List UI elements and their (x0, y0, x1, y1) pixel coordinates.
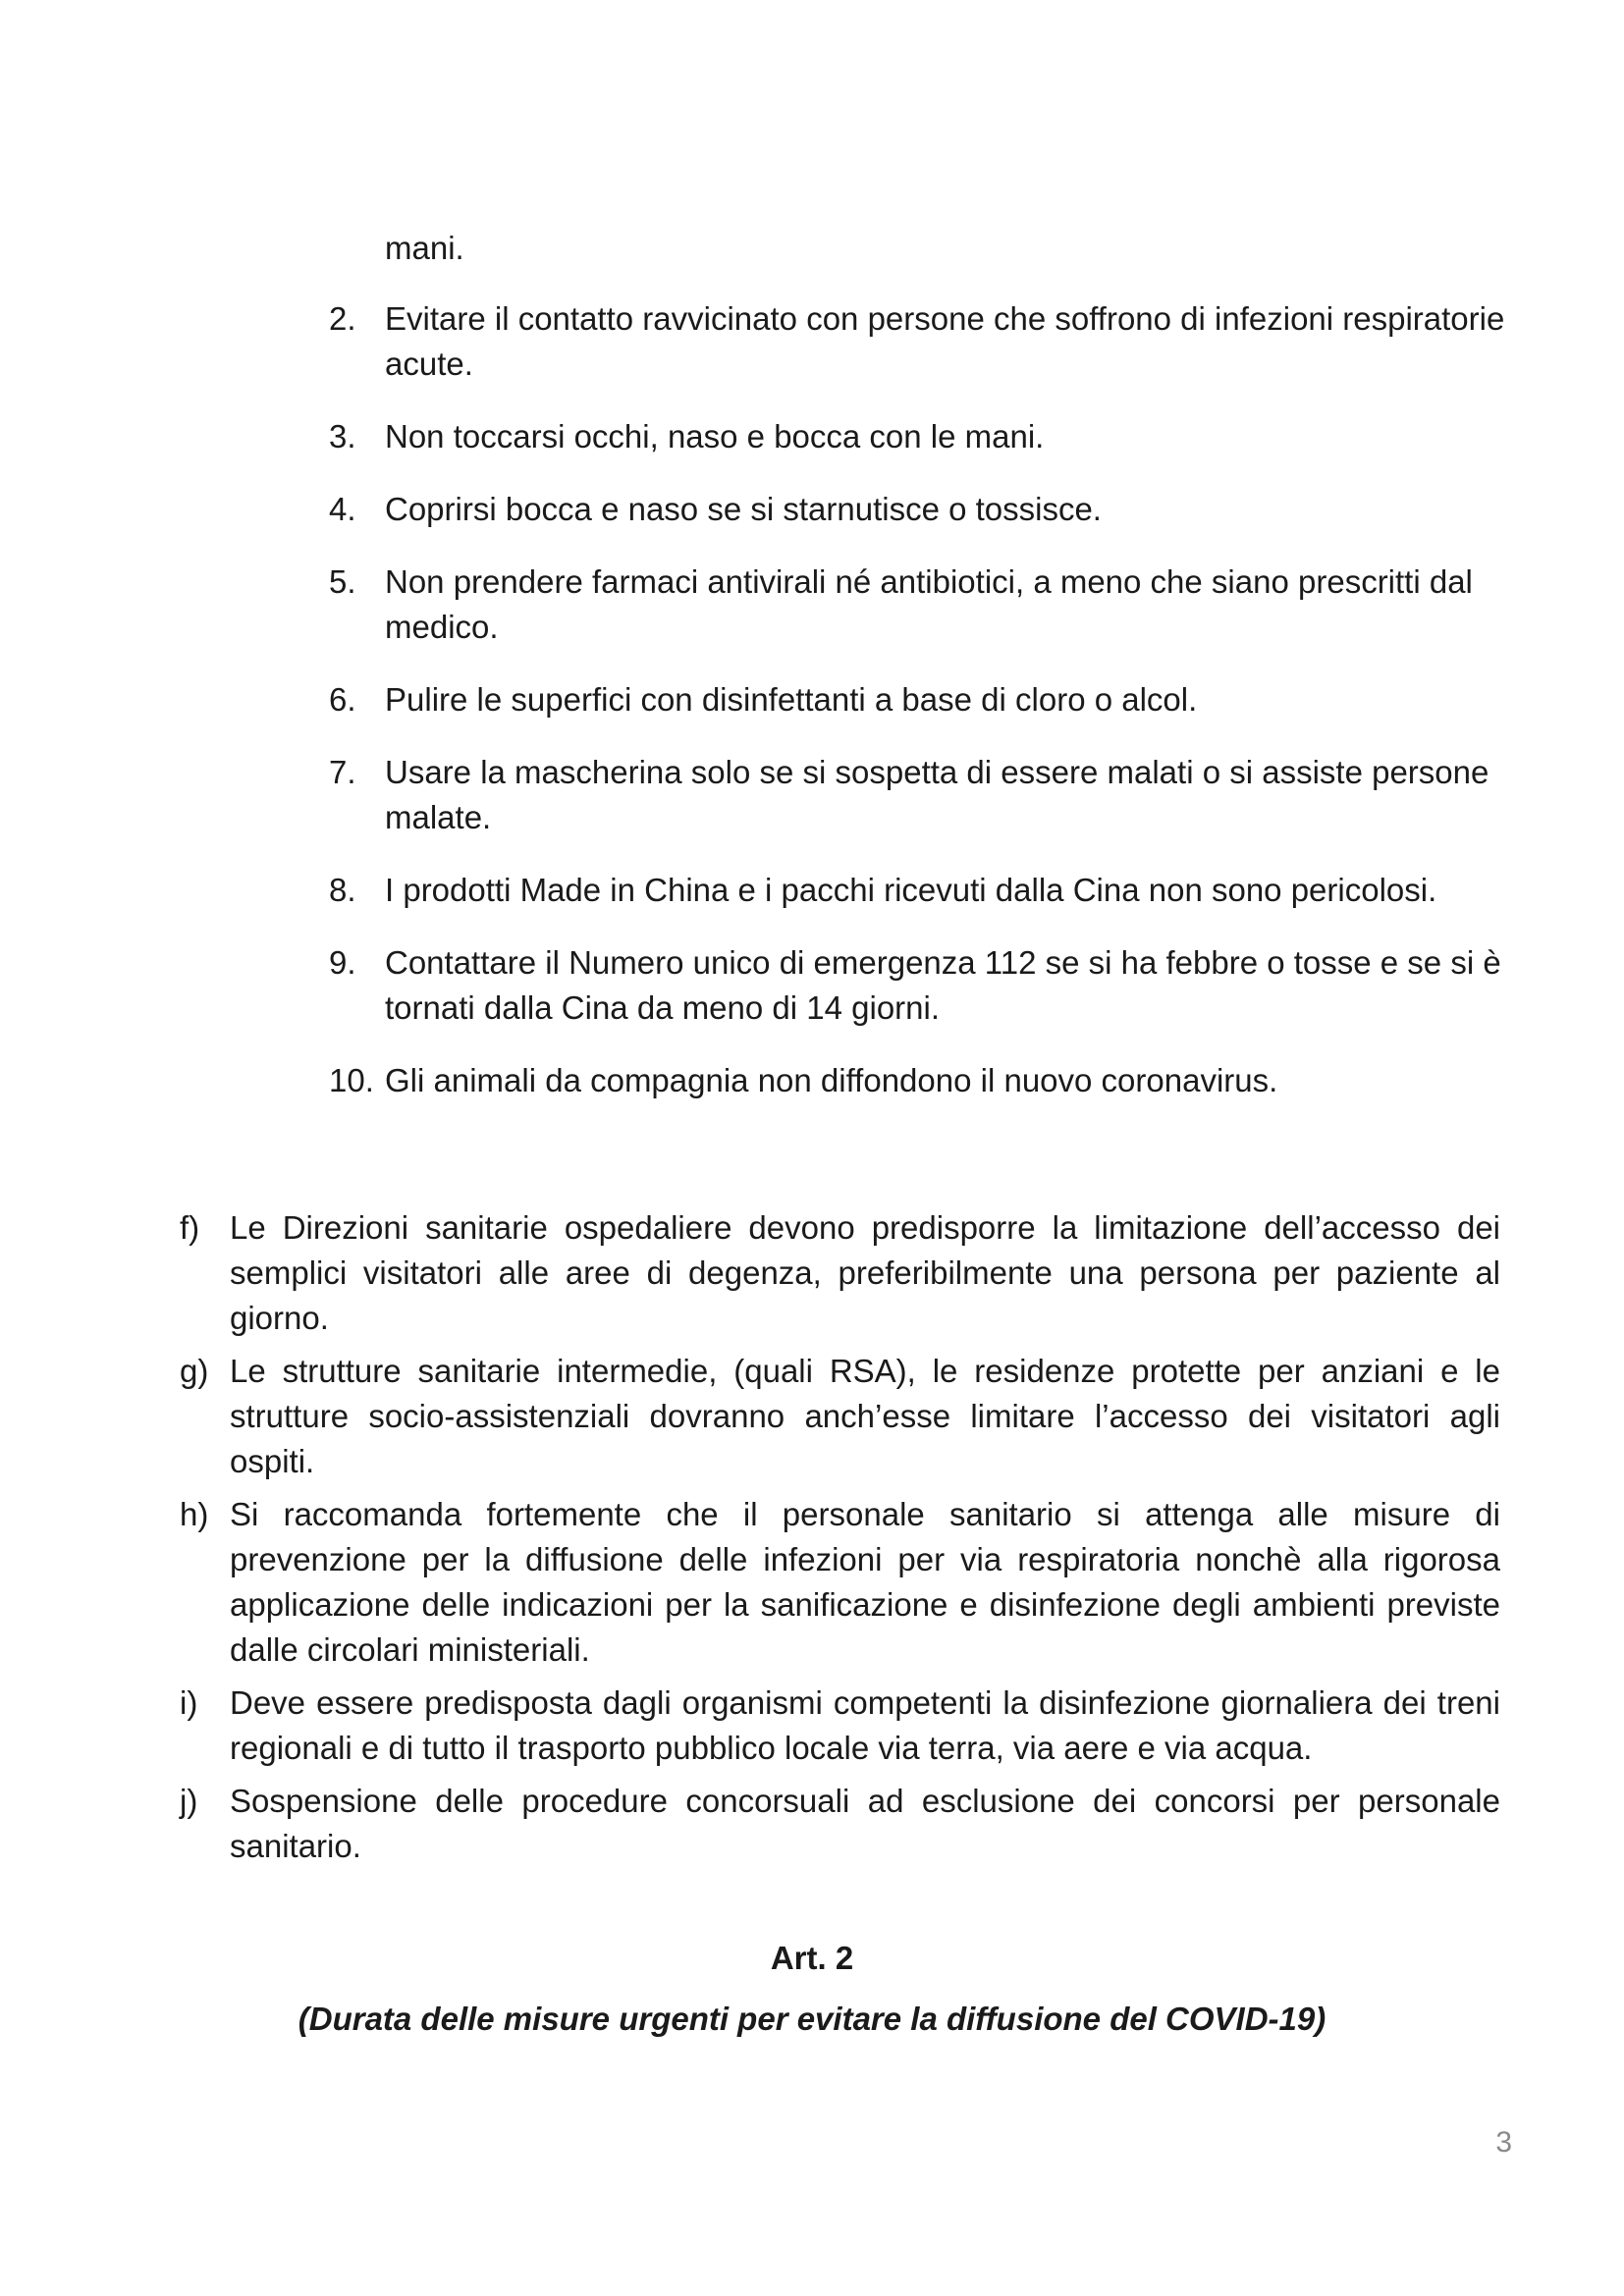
item-number: 2. (329, 300, 356, 337)
item-text: Evitare il contatto ravvicinato con persone che soffrono di infezioni respiratorie acute. (385, 300, 1505, 382)
item-text: Sospensione delle procedure concorsuali ad esclusione dei concorsi per personale sanitario. (230, 1783, 1500, 1864)
item-letter: f) (180, 1209, 200, 1246)
list-item (329, 1058, 1507, 1103)
lettered-list (180, 1205, 1500, 1877)
list-item (180, 1779, 1500, 1869)
item-number: 10. (329, 1062, 374, 1098)
item-text: Usare la mascherina solo se si sospetta di essere malati o si assiste persone malate. (385, 754, 1489, 835)
list-item (329, 940, 1507, 1031)
item-text: Le Direzioni sanitarie ospedaliere devono predisporre la limitazione dell’accesso dei semplici visitatori alle aree di degenza, preferibilmente una persona per paziente al giorno. (230, 1209, 1500, 1336)
item-text: Non toccarsi occhi, naso e bocca con le mani. (385, 418, 1045, 454)
list-item (329, 487, 1507, 532)
list-item (180, 1681, 1500, 1771)
list-item (329, 750, 1507, 840)
item-text: Contattare il Numero unico di emergenza 112 se si ha febbre o tosse e se si è tornati dalla Cina da meno di 14 giorni. (385, 944, 1501, 1026)
item-text: Non prendere farmaci antivirali né antibiotici, a meno che siano prescritti dal medico. (385, 563, 1473, 645)
list-item (329, 296, 1507, 387)
continuation-text: mani. (385, 230, 464, 266)
article-subtitle: (Durata delle misure urgenti per evitare la diffusione del COVID-19) (298, 2001, 1326, 2037)
item-text: I prodotti Made in China e i pacchi ricevuti dalla Cina non sono pericolosi. (385, 872, 1437, 908)
item-number: 4. (329, 491, 356, 527)
item-number: 6. (329, 681, 356, 718)
item-text: Coprirsi bocca e naso se si starnutisce o tossisce. (385, 491, 1102, 527)
item-text: Si raccomanda fortemente che il personale sanitario si attenga alle misure di prevenzione per la diffusione delle infezioni per via respiratoria nonchè alla rigorosa applicazione delle indicazioni per la sanificazione e disinfezione degli ambienti previste dalle circolari ministeriali. (230, 1496, 1500, 1668)
list-item (329, 868, 1507, 913)
page-number: 3 (1495, 2126, 1512, 2159)
item-letter: i) (180, 1684, 198, 1721)
list-item (180, 1349, 1500, 1484)
item-text: Le strutture sanitarie intermedie, (quali RSA), le residenze protette per anziani e le strutture socio-assistenziali dovranno anch’esse limitare l’accesso dei visitatori agli ospiti. (230, 1353, 1500, 1479)
item-text: Deve essere predisposta dagli organismi competenti la disinfezione giornaliera dei treni regionali e di tutto il trasporto pubblico locale via terra, via aere e via acqua. (230, 1684, 1500, 1766)
item-number: 7. (329, 754, 356, 790)
item-number: 5. (329, 563, 356, 600)
item-number: 8. (329, 872, 356, 908)
item-text: Pulire le superfici con disinfettanti a base di cloro o alcol. (385, 681, 1198, 718)
item-letter: g) (180, 1353, 209, 1389)
item-letter: j) (180, 1783, 198, 1819)
list-item (329, 414, 1507, 459)
numbered-list (329, 296, 1507, 1131)
item-letter: h) (180, 1496, 209, 1532)
list-item (180, 1205, 1500, 1341)
item-number: 3. (329, 418, 356, 454)
list-item (329, 560, 1507, 650)
item-text: Gli animali da compagnia non diffondono il nuovo coronavirus. (385, 1062, 1278, 1098)
article-title: Art. 2 (770, 1940, 854, 1976)
list-item (180, 1492, 1500, 1673)
list-item (329, 677, 1507, 722)
item-number: 9. (329, 944, 356, 981)
